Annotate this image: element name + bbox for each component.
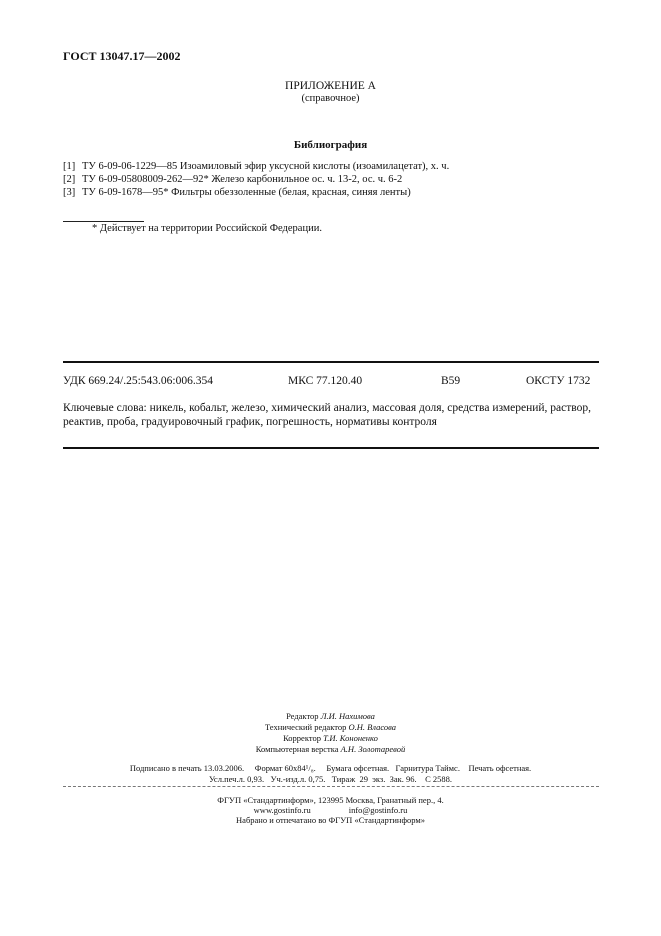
editor-line xyxy=(0,711,661,721)
bibliography-item xyxy=(63,187,411,198)
editor-name: Л.И. Нахимова xyxy=(320,711,375,721)
tech-editor-name: О.Н. Власова xyxy=(348,722,397,732)
layout-label: Компьютерная верстка xyxy=(255,744,339,754)
corrector-line xyxy=(0,733,661,743)
imprint-divider xyxy=(63,786,599,787)
bottom-divider xyxy=(63,447,599,449)
okstu-code: ОКСТУ 1732 xyxy=(526,375,591,387)
corrector-label: Корректор xyxy=(283,733,321,743)
footnote-divider xyxy=(63,221,144,222)
layout-line xyxy=(0,744,661,754)
tech-editor-label: Технический редактор xyxy=(264,722,347,732)
bibliography-item-text: ТУ 6-09-05808009-262—92* Железо карбонильное ос. ч. 13-2, ос. ч. 6-2 xyxy=(82,174,403,185)
print-details: Подписано в печать 13.03.2006. Формат 60x84¹/₈. Бумага офсетная. Гарнитура Таймс. Печать офсетная. xyxy=(129,763,532,773)
mks-code: МКС 77.120.40 xyxy=(288,375,363,387)
class-code: В59 xyxy=(441,375,461,387)
corrector-name: Т.И. Кононенко xyxy=(323,733,378,743)
bibliography-item-text: ТУ 6-09-1678—95* Фильтры обеззоленные (белая, красная, синяя ленты) xyxy=(82,187,411,198)
editor-label: Редактор xyxy=(286,711,319,721)
bibliography-item xyxy=(63,161,449,172)
udk-code: УДК 669.24/.25:543.06:006.354 xyxy=(63,375,213,387)
bibliography-title: Библиография xyxy=(293,139,368,151)
bibliography-item-number: [1] xyxy=(63,161,76,172)
bibliography-item-number: [2] xyxy=(63,174,76,185)
print-run-details: Усл.печ.л. 0,93. Уч.-изд.л. 0,75. Тираж 29 экз. Зак. 96. С 2588. xyxy=(208,774,453,784)
layout-name: А.Н. Золотаревой xyxy=(340,744,406,754)
keywords: Ключевые слова: никель, кобальт, железо, химический анализ, массовая доля, средства измерений, раствор, реактив, проба, градуировочный график, погрешность, нормативы контроля xyxy=(63,402,592,428)
annex-subtitle: (справочное) xyxy=(301,93,360,104)
printed-by: Набрано и отпечатано во ФГУП «Стандартинформ» xyxy=(236,815,425,825)
bibliography-item xyxy=(63,174,402,185)
top-divider xyxy=(63,361,599,363)
annex-title: ПРИЛОЖЕНИЕ А xyxy=(285,80,376,92)
bibliography-item-number: [3] xyxy=(63,187,76,198)
document-code: ГОСТ 13047.17—2002 xyxy=(63,49,181,63)
publisher-contacts xyxy=(0,805,661,815)
footnote: * Действует на территории Российской Федерации. xyxy=(92,223,322,234)
publisher-website: www.gostinfo.ru xyxy=(253,805,311,815)
tech-editor-line xyxy=(0,722,661,732)
publisher-email: info@gostinfo.ru xyxy=(348,805,408,815)
publisher-address: ФГУП «Стандартинформ», 123995 Москва, Гранатный пер., 4. xyxy=(217,795,444,805)
bibliography-item-text: ТУ 6-09-06-1229—85 Изоамиловый эфир уксусной кислоты (изоамилацетат), х. ч. xyxy=(82,161,450,172)
